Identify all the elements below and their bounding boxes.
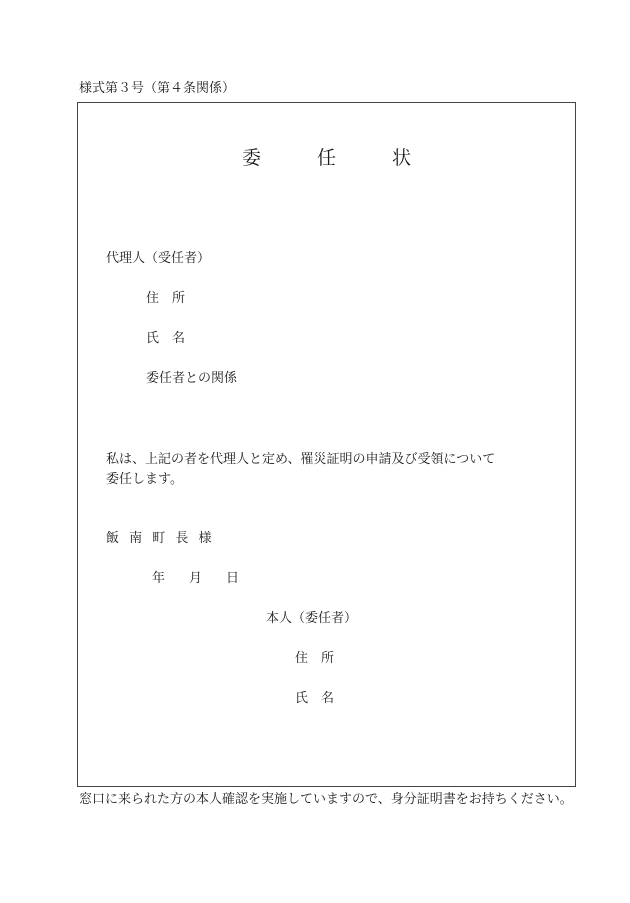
date-month-label: 月 <box>189 571 203 586</box>
agent-address-char-1: 住 <box>146 291 160 306</box>
agent-name-char-1: 氏 <box>146 331 160 346</box>
principal-address-char-2: 所 <box>321 651 335 666</box>
agent-address-char-2: 所 <box>172 291 186 306</box>
footer-note: 窓口に来られた方の本人確認を実施していますので、身分証明書をお持ちください。 <box>79 792 573 807</box>
statement-line-1: 私は、上記の者を代理人と定め、罹災証明の申請及び受領について <box>106 452 496 467</box>
document-title <box>77 146 576 170</box>
agent-name-char-2: 名 <box>172 331 186 346</box>
form-number: 様式第３号（第４条関係） <box>79 81 236 96</box>
form-frame <box>77 102 576 787</box>
title-char-1: 委 <box>241 147 261 169</box>
agent-address-label <box>146 291 185 307</box>
principal-address-label <box>295 651 334 667</box>
agent-heading: 代理人（受任者） <box>106 251 211 266</box>
title-char-3: 状 <box>392 147 412 169</box>
agent-relation-label: 委任者との関係 <box>146 371 238 386</box>
principal-name-label <box>295 691 334 707</box>
principal-heading: 本人（委任者） <box>266 611 358 626</box>
statement-line-2: 委任します。 <box>106 472 183 487</box>
date-line <box>152 571 239 587</box>
principal-name-char-2: 名 <box>321 691 335 706</box>
date-day-label: 日 <box>226 571 240 586</box>
date-year-label: 年 <box>152 571 166 586</box>
principal-name-char-1: 氏 <box>295 691 309 706</box>
principal-address-char-1: 住 <box>295 651 309 666</box>
title-char-2: 任 <box>316 147 336 169</box>
addressee: 飯 南 町 長 様 <box>106 531 215 546</box>
agent-name-label <box>146 331 185 347</box>
